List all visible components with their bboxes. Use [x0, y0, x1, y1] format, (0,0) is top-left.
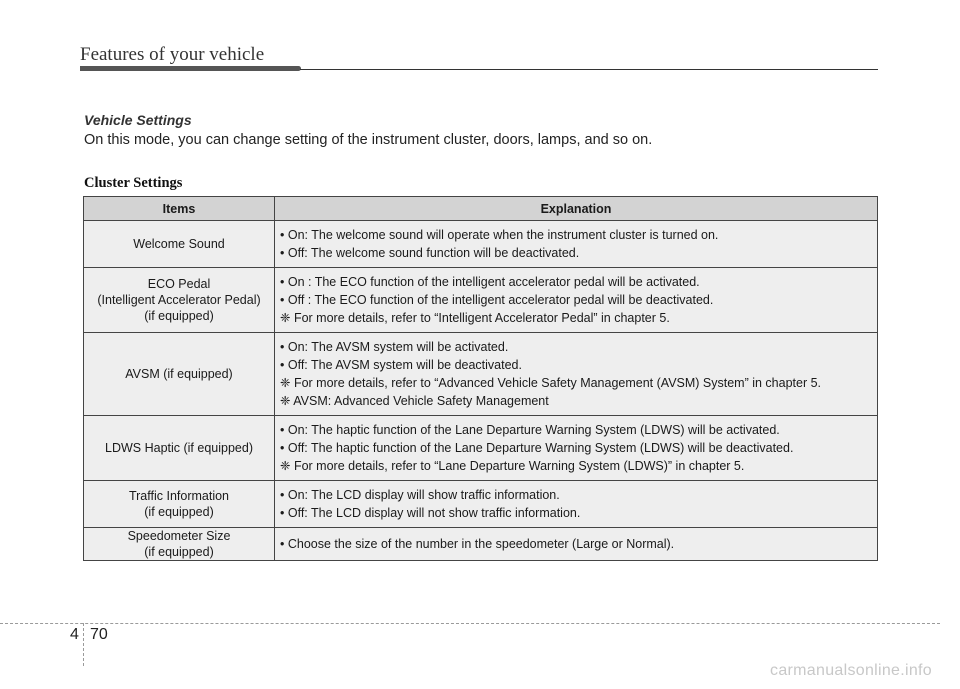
explanation-line: • Off : The ECO function of the intelligent accelerator pedal will be deactivated. [280, 293, 714, 307]
column-header-explanation: Explanation [275, 197, 878, 221]
explanation-line: • Choose the size of the number in the speedometer (Large or Normal). [280, 537, 675, 551]
table-row [84, 416, 878, 481]
cluster-settings-table [83, 196, 878, 561]
header-title: Features of your vehicle [80, 44, 265, 65]
item-text: Welcome Sound [133, 237, 225, 251]
explanation-line: • Off: The haptic function of the Lane Departure Warning System (LDWS) will be deactivated. [280, 441, 794, 455]
explanation-cell [275, 221, 878, 268]
table-row [84, 528, 878, 561]
footer-dashed-divider [83, 623, 84, 666]
item-cell [84, 268, 275, 333]
explanation-cell [275, 268, 878, 333]
chapter-number: 4 [70, 626, 79, 643]
explanation-line: • On: The welcome sound will operate when the instrument cluster is turned on. [280, 228, 719, 242]
item-cell [84, 481, 275, 528]
watermark: carmanualsonline.info [770, 662, 932, 679]
table-header-row [84, 197, 878, 221]
explanation-line: • On: The AVSM system will be activated. [280, 340, 509, 354]
item-text: Speedometer Size [127, 529, 231, 543]
column-header-items: Items [84, 197, 275, 221]
item-text: (if equipped) [144, 309, 214, 323]
item-text: (Intelligent Accelerator Pedal) [97, 293, 261, 307]
explanation-line: • Off: The AVSM system will be deactivated. [280, 358, 522, 372]
explanation-note: ❈ For more details, refer to “Advanced Vehicle Safety Management (AVSM) System” in chapter 5. [280, 376, 822, 390]
explanation-line: • Off: The LCD display will not show traffic information. [280, 506, 581, 520]
explanation-note: ❈ AVSM: Advanced Vehicle Safety Management [280, 394, 549, 408]
footer-dashed-rule [0, 623, 940, 624]
item-cell [84, 416, 275, 481]
explanation-cell [275, 481, 878, 528]
explanation-cell [275, 333, 878, 416]
explanation-line: • On : The ECO function of the intelligent accelerator pedal will be activated. [280, 275, 700, 289]
explanation-line: • On: The LCD display will show traffic information. [280, 488, 560, 502]
header-rule-thick [80, 66, 301, 71]
header-rule-thin [300, 69, 878, 70]
section-title: Vehicle Settings [84, 112, 192, 128]
item-text: LDWS Haptic (if equipped) [105, 441, 253, 455]
table-row [84, 333, 878, 416]
explanation-note: ❈ For more details, refer to “Intelligent Accelerator Pedal” in chapter 5. [280, 311, 670, 325]
explanation-line: • On: The haptic function of the Lane Departure Warning System (LDWS) will be activated. [280, 423, 780, 437]
item-text: (if equipped) [144, 545, 214, 559]
section-intro: On this mode, you can change setting of the instrument cluster, doors, lamps, and so on. [84, 132, 653, 148]
table-row [84, 481, 878, 528]
explanation-cell [275, 528, 878, 561]
item-text: Traffic Information [128, 489, 230, 503]
item-cell [84, 528, 275, 561]
page-number: 70 [90, 626, 108, 643]
table-row [84, 268, 878, 333]
item-cell [84, 333, 275, 416]
explanation-line: • Off: The welcome sound function will be deactivated. [280, 246, 580, 260]
table-title: Cluster Settings [84, 175, 183, 191]
item-cell [84, 221, 275, 268]
explanation-note: ❈ For more details, refer to “Lane Departure Warning System (LDWS)” in chapter 5. [280, 459, 745, 473]
table-row [84, 221, 878, 268]
explanation-cell [275, 416, 878, 481]
item-text: ECO Pedal [147, 277, 211, 291]
item-text: (if equipped) [144, 505, 214, 519]
item-text: AVSM (if equipped) [125, 367, 233, 381]
